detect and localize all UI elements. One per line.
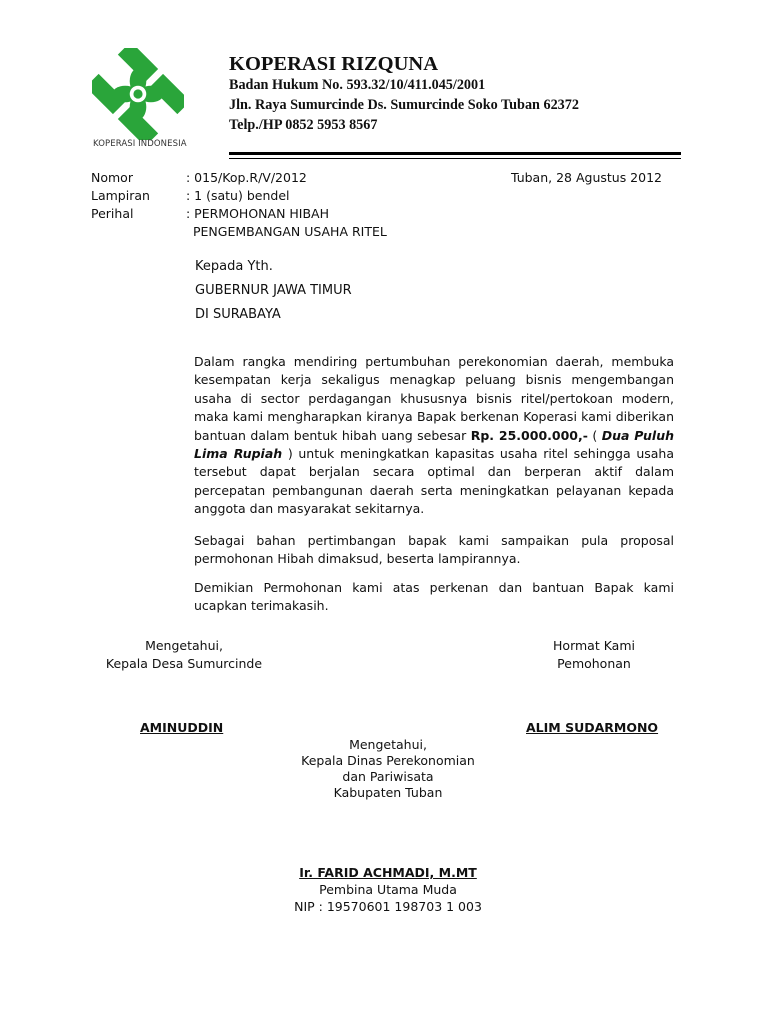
right-sign-closing: Hormat Kami [553, 638, 635, 653]
lampiran-label: Lampiran [91, 188, 150, 203]
perihal-value-line2: PENGEMBANGAN USAHA RITEL [193, 224, 387, 239]
center-sign-region: Kabupaten Tuban [333, 785, 443, 800]
center-sign-office-2: dan Pariwisata [342, 769, 434, 784]
perihal-value: : PERMOHONAN HIBAH [186, 206, 330, 221]
center-signatory-name-wrap [278, 865, 498, 880]
center-sign-mengetahui: Mengetahui, [349, 737, 427, 752]
header-rule-thin [229, 158, 681, 159]
org-name: KOPERASI RIZQUNA [229, 53, 439, 75]
org-address: Jln. Raya Sumurcinde Ds. Sumurcinde Soko Tuban 62372 [229, 97, 579, 113]
logo-caption: KOPERASI INDONESIA [93, 139, 187, 149]
org-phone: Telp./HP 0852 5953 8567 [229, 117, 378, 133]
header-rule-thick [229, 152, 681, 155]
grant-amount: Rp. 25.000.000,- [470, 427, 588, 443]
nomor-value: : 015/Kop.R/V/2012 [186, 170, 307, 185]
left-sign-mengetahui: Mengetahui, [145, 638, 223, 653]
letter-date: Tuban, 28 Agustus 2012 [510, 170, 662, 185]
left-signatory-name: AMINUDDIN [140, 720, 224, 735]
grant-amount-words: Dua Puluh Lima Rupiah [194, 427, 674, 462]
legal-number: Badan Hukum No. 593.32/10/411.045/2001 [229, 77, 486, 93]
lampiran-value: : 1 (satu) bendel [186, 188, 290, 203]
center-signatory-nip: NIP : 19570601 198703 1 003 [294, 899, 482, 914]
recipient-title: GUBERNUR JAWA TIMUR [195, 283, 352, 298]
left-sign-title: Kepala Desa Sumurcinde [105, 656, 263, 671]
right-signatory-name: ALIM SUDARMONO [526, 720, 659, 735]
body-paragraph-1: Dalam rangka mendiring pertumbuhan perekonomian daerah, membuka kesempatan kerja sekaligus menagkap peluang bisnis mengembangan usaha di sector perdagangan khususnya bisnis ritel/pertokoan modern, maka kami mengharapkan kiranya Bapak berkenan Koperasi kami diberikan bantuan dalam bentuk hibah uang sebesar Rp. 25.000.000,- ( Dua Puluh Lima Rupiah ) untuk meningkatkan kapasitas usaha ritel sehingga usaha tersebut dapat berjalan secara optimal dan berperan aktif dalam percepatan pembangunan daerah serta meningkatkan pelayanan kepada anggota dan masyarakat sekitarnya. [194, 354, 674, 517]
center-signatory-name: Ir. FARID ACHMADI, M.MT [299, 865, 477, 880]
center-signatory-rank: Pembina Utama Muda [319, 882, 457, 897]
nomor-label: Nomor [91, 170, 133, 185]
body-paragraph-3: Demikian Permohonan kami atas perkenan dan bantuan Bapak kami ucapkan terimakasih. [194, 580, 674, 614]
koperasi-logo-icon [92, 48, 184, 140]
center-sign-office: Kepala Dinas Perekonomian [301, 753, 475, 768]
recipient-city: DI SURABAYA [195, 307, 281, 322]
perihal-label: Perihal [91, 206, 134, 221]
recipient-salutation: Kepada Yth. [195, 259, 273, 274]
body-paragraph-2: Sebagai bahan pertimbangan bapak kami sampaikan pula proposal permohonan Hibah dimaksud, beserta lampirannya. [194, 533, 674, 567]
right-sign-title: Pemohonan [557, 656, 631, 671]
